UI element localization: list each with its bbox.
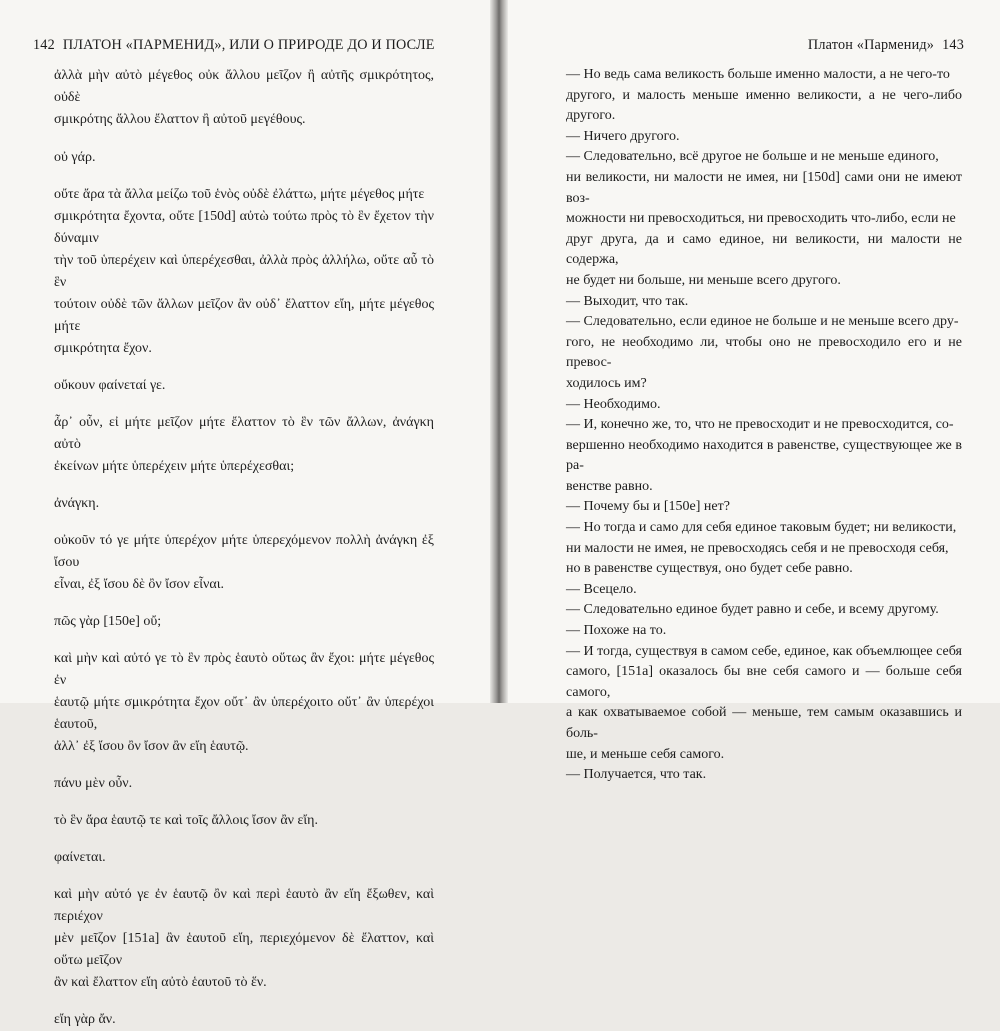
greek-paragraph: οὔτε ἄρα τὰ ἄλλα μείζω τοῦ ἑνὸς οὐδὲ ἐλάττω, μήτε μέγεθος μήτε σμικρότητα ἔχοντα, οὔτε [150d] αὐτὼ τούτω πρὸς τὸ ἓν ἔχετον τὴν δύναμιν τὴν τοῦ ὑπερέχειν καὶ ὑπερέχεσθαι, ἀλλὰ πρὸς ἀλλήλω, οὔτε αὖ τὸ ἓν τούτοιν οὐδὲ τῶν ἄλλων μεῖζον ἂν οὐδ᾽ ἔλαττον εἴη, μήτε μέγεθος μήτε σμικρότητα ἔχον. — [54, 187, 434, 356]
greek-paragraph: εἴη γὰρ ἄν. — [54, 1012, 116, 1027]
greek-paragraph: ἀλλὰ μὴν αὐτὸ μέγεθος οὐκ ἄλλου μεῖζον ἢ αὐτῆς σμικρότητος, οὐδὲ σμικρότης ἄλλου ἔλαττον ἢ αὐτοῦ μεγέθους. — [54, 68, 434, 127]
russian-paragraph: — Ничего другого. — [566, 128, 680, 144]
greek-text-column — [54, 65, 434, 1031]
russian-paragraph: — Всецело. — [566, 581, 637, 597]
right-page-number: 143 — [942, 37, 964, 53]
greek-paragraph: καὶ μὴν καὶ αὐτό γε τὸ ἓν πρὸς ἑαυτὸ οὕτως ἂν ἔχοι: μήτε μέγεθος ἐν ἑαυτῷ μήτε σμικρότητα ἔχον οὔτ᾽ ἂν ὑπερέχοιτο οὔτ᾽ ἂν ὑπερέχοι ἑαυτοῦ, ἀλλ᾽ ἐξ ἴσου ὂν ἴσον ἂν εἴη ἑαυτῷ. — [54, 651, 434, 754]
right-running-head — [808, 37, 964, 54]
russian-paragraph: — Необходимо. — [566, 396, 661, 412]
russian-paragraph: — Следовательно, всё другое не больше и не меньше единого, ни великости, ни малости не имея, ни [150d] сами они не имеют воз- можности ни превосходиться, ни превосходить что-либо, если не друг друга, да и само единое, ни великости, ни малости не содержа, не будет ни больше, ни меньше всего другого. — [566, 149, 962, 288]
russian-paragraph: — Но ведь сама великость больше именно малости, а не чего-то другого, и малость меньше именно великости, а не чего-либо другого. — [566, 67, 962, 124]
greek-paragraph: πάνυ μὲν οὖν. — [54, 776, 133, 791]
russian-paragraph: — Почему бы и [150e] нет? — [566, 499, 730, 515]
left-page — [0, 0, 496, 1027]
left-running-head — [33, 37, 435, 54]
russian-paragraph: — И, конечно же, то, что не превосходит и не превосходится, со- вершенно необходимо находится в равенстве, существующее же в ра- венстве равно. — [566, 417, 962, 494]
greek-paragraph: οὐκοῦν τό γε μήτε ὑπερέχον μήτε ὑπερεχόμενον πολλὴ ἀνάγκη ἐξ ἴσου εἶναι, ἐξ ἴσου δὲ ὂν ἴσον εἶναι. — [54, 533, 434, 592]
greek-paragraph: οὔκουν φαίνεταί γε. — [54, 378, 166, 393]
greek-paragraph: οὐ γάρ. — [54, 150, 96, 165]
book-gutter-shadow — [490, 0, 508, 703]
russian-text-column — [566, 65, 962, 786]
left-page-number: 142 — [33, 37, 55, 53]
greek-paragraph: ἀνάγκη. — [54, 496, 100, 511]
right-running-title: Платон «Парменид» — [807, 37, 935, 53]
russian-paragraph: — Похоже на то. — [566, 623, 667, 639]
russian-paragraph: — Выходит, что так. — [566, 293, 689, 309]
russian-paragraph: — Следовательно, если единое не больше и не меньше всего дру- гого, не необходимо ли, чтобы оно не превосходило его и не превос- ходилось им? — [566, 314, 962, 391]
greek-paragraph: πῶς γὰρ [150e] οὔ; — [54, 614, 162, 629]
russian-paragraph: — Получается, что так. — [566, 767, 707, 783]
russian-paragraph: — И тогда, существуя в самом себе, единое, как объемлющее себя самого, [151a] оказалось бы вне себя самого и — больше себя самого, а как охватываемое собой — меньше, тем самым оказавшись и боль- ше, и меньше себя самого. — [566, 643, 962, 762]
greek-paragraph: καὶ μὴν αὐτό γε ἐν ἑαυτῷ ὂν καὶ περὶ ἑαυτὸ ἂν εἴη ἔξωθεν, καὶ περιέχον μὲν μεῖζον [151a] ἂν ἑαυτοῦ εἴη, περιεχόμενον δὲ ἔλαττον, καὶ οὕτω μεῖζον ἂν καὶ ἔλαττον εἴη αὐτὸ ἑαυτοῦ τὸ ἕν. — [54, 887, 434, 990]
left-running-title: ПЛАТОН «ПАРМЕНИД», ИЛИ О ПРИРОДЕ ДО И ПОСЛЕ — [62, 37, 435, 53]
greek-paragraph: ἆρ᾽ οὖν, εἰ μήτε μεῖζον μήτε ἔλαττον τὸ ἓν τῶν ἄλλων, ἀνάγκη αὐτὸ ἐκείνων μήτε ὑπερέχειν μήτε ὑπερέχεσθαι; — [54, 415, 434, 474]
greek-paragraph: τὸ ἓν ἄρα ἑαυτῷ τε καὶ τοῖς ἄλλοις ἴσον ἂν εἴη. — [54, 813, 318, 828]
russian-paragraph: — Следовательно единое будет равно и себе, и всему другому. — [566, 602, 939, 618]
greek-paragraph: φαίνεται. — [54, 850, 106, 865]
russian-paragraph: — Но тогда и само для себя единое таковым будет; ни великости, ни малости не имея, не превосходясь себя и не превосходя себя, но в равенстве существуя, оно будет себе равно. — [566, 520, 957, 577]
